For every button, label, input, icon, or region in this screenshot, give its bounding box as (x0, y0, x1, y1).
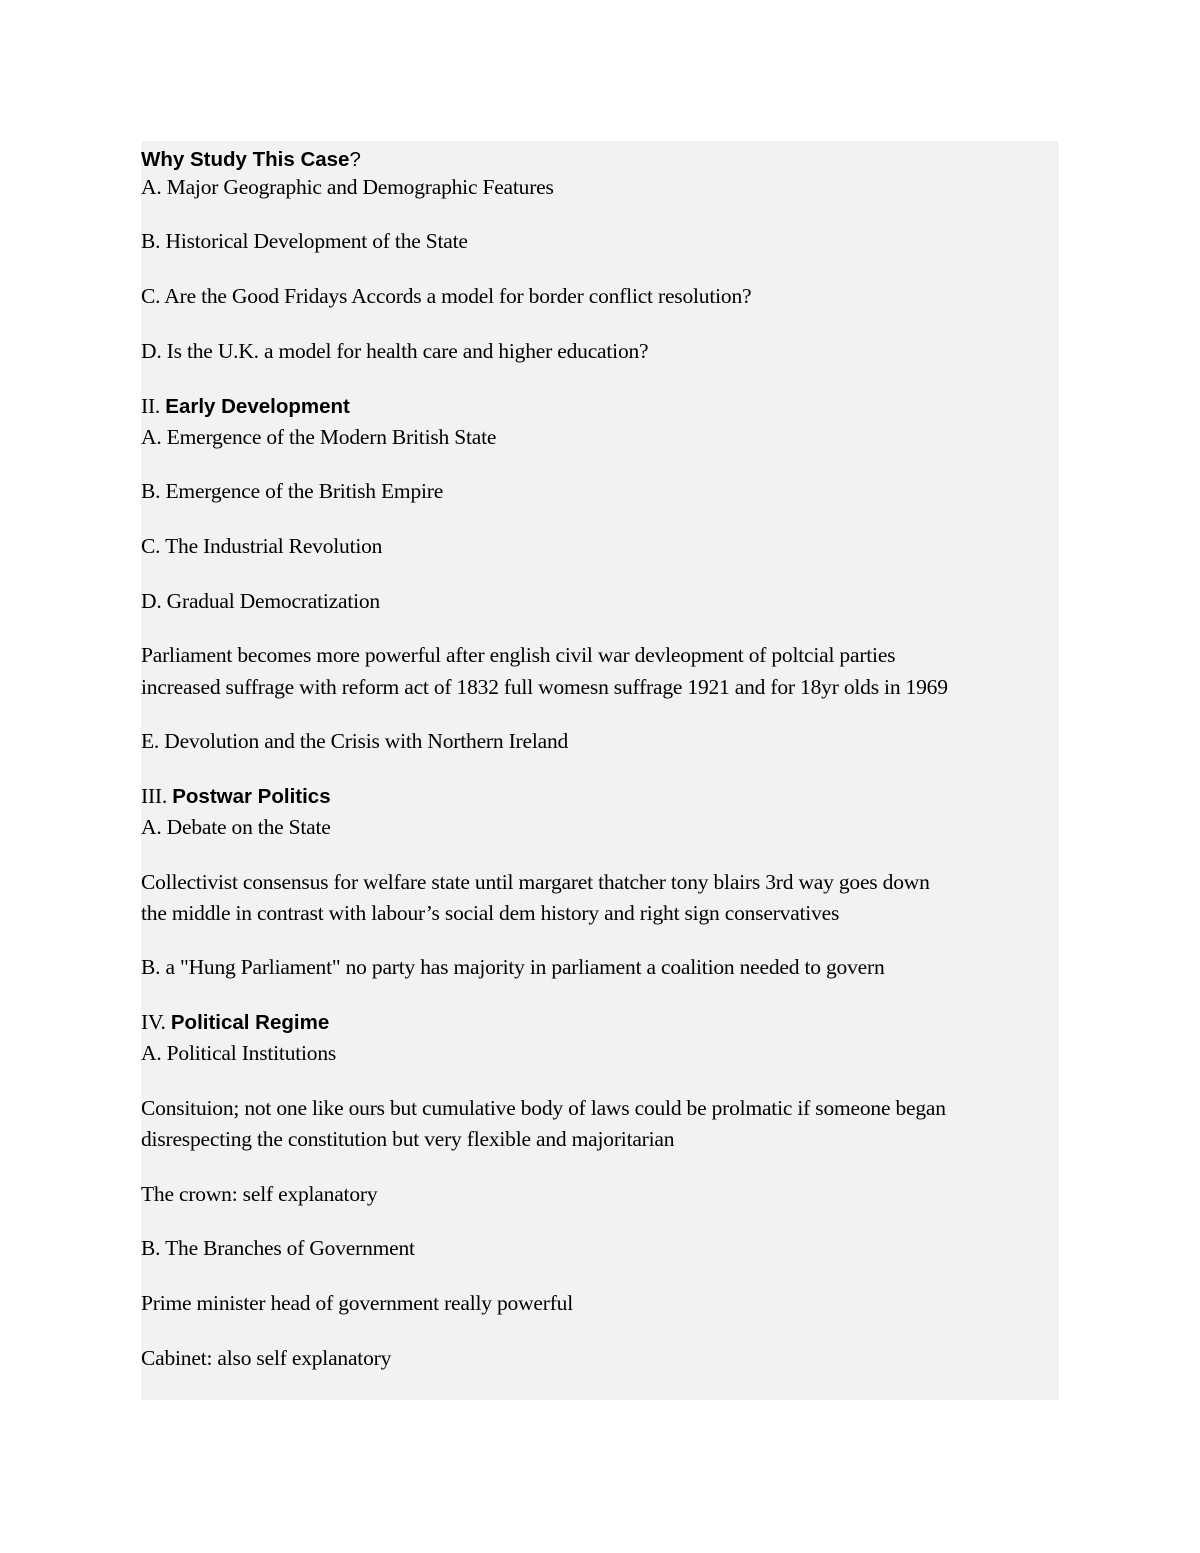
heading-suffix: ? (349, 148, 361, 171)
heading-why-study (141, 144, 361, 175)
heading-postwar-politics (141, 781, 331, 812)
heading-prefix: III. (141, 784, 173, 808)
heading-prefix: IV. (141, 1010, 171, 1034)
note-line: increased suffrage with reform act of 1832 full womesn suffrage 1921 and for 18yr olds in 1969 (141, 675, 948, 699)
note-line: Parliament becomes more powerful after english civil war devleopment of poltcial parties (141, 643, 896, 667)
outline-item: B. Historical Development of the State (141, 229, 468, 253)
outline-item: A. Major Geographic and Demographic Features (141, 175, 554, 199)
note-line: The crown: self explanatory (141, 1182, 378, 1206)
heading-title: Early Development (165, 395, 350, 418)
heading-title: Political Regime (170, 1011, 330, 1034)
note-line: Cabinet: also self explanatory (141, 1346, 392, 1370)
outline-item: A. Debate on the State (141, 815, 331, 839)
outline-item: C. Are the Good Fridays Accords a model for border conflict resolution? (141, 284, 752, 308)
outline-item: B. The Branches of Government (141, 1236, 415, 1260)
note-line: the middle in contrast with labour’s social dem history and right sign conservatives (141, 901, 840, 925)
note-line: Consituion; not one like ours but cumulative body of laws could be prolmatic if someone began (141, 1096, 946, 1120)
heading-early-development (141, 391, 350, 422)
heading-title: Postwar Politics (172, 785, 331, 808)
heading-prefix: II. (141, 394, 166, 418)
note-line: Collectivist consensus for welfare state until margaret thatcher tony blairs 3rd way goes down (141, 870, 930, 894)
outline-item: A. Political Institutions (141, 1041, 337, 1065)
outline-item: D. Gradual Democratization (141, 589, 380, 613)
heading-title: Why Study This Case (141, 148, 350, 171)
note-line: disrespecting the constitution but very flexible and majoritarian (141, 1127, 675, 1151)
outline-item: A. Emergence of the Modern British State (141, 425, 497, 449)
outline-item: E. Devolution and the Crisis with Northern Ireland (141, 729, 569, 753)
outline-item: B. Emergence of the British Empire (141, 479, 444, 503)
outline-item: D. Is the U.K. a model for health care and higher education? (141, 339, 649, 363)
note-line: Prime minister head of government really powerful (141, 1291, 574, 1315)
outline-item: B. a "Hung Parliament" no party has majority in parliament a coalition needed to govern (141, 955, 885, 979)
shaded-text-region (141, 141, 1059, 1400)
heading-political-regime (141, 1007, 329, 1038)
outline-item: C. The Industrial Revolution (141, 534, 383, 558)
